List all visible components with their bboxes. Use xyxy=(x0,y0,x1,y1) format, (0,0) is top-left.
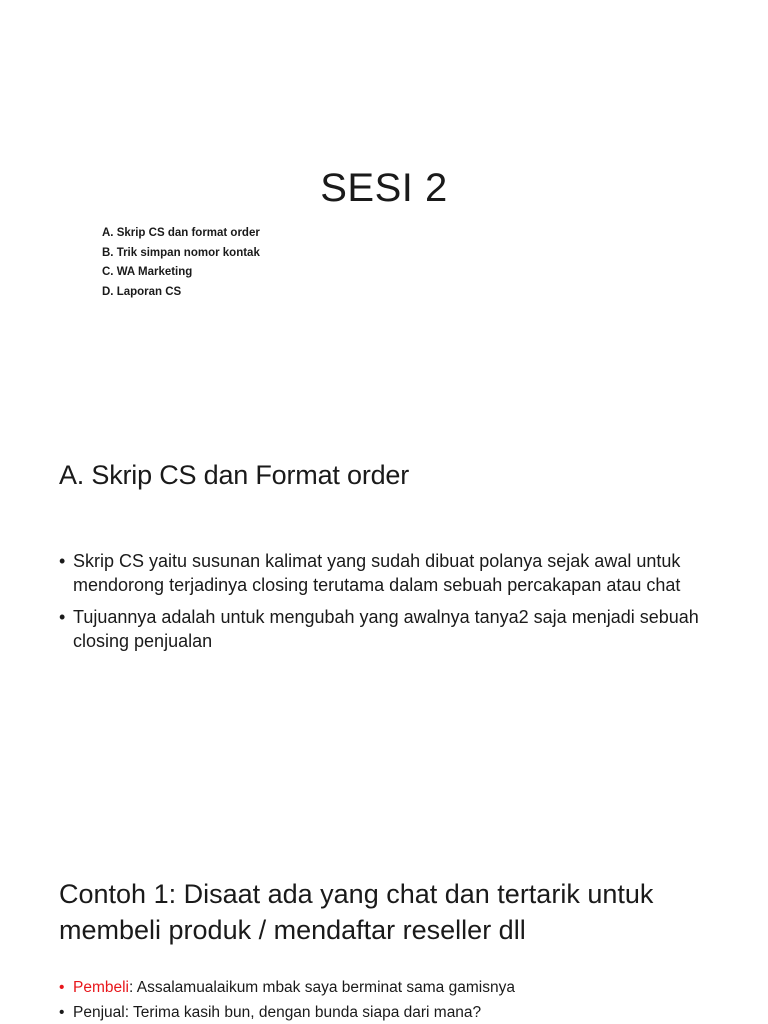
bullet-item xyxy=(59,605,739,653)
bullet-dot-icon: • xyxy=(59,1004,65,1021)
bullet-text: Tujuannya adalah untuk mengubah yang awalnya tanya2 saja menjadi sebuah closing penjualan xyxy=(73,607,699,651)
dialogue-text: : Terima kasih bun, dengan bunda siapa dari mana? xyxy=(124,1004,482,1021)
agenda-list xyxy=(102,224,260,303)
bullet-dot-icon: • xyxy=(59,551,66,571)
bullet-item xyxy=(59,549,739,597)
agenda-item: C. WA Marketing xyxy=(102,266,193,279)
slide-1 xyxy=(0,0,768,432)
slide-3 xyxy=(0,864,768,1024)
speaker-label: Penjual xyxy=(73,1004,125,1021)
bullet-text: Skrip CS yaitu susunan kalimat yang sudah dibuat polanya sejak awal untuk mendorong terjadinya closing terutama dalam sebuah percakapan atau chat xyxy=(73,551,681,595)
dialogue-list xyxy=(59,977,739,1024)
bullet-dot-icon: • xyxy=(59,979,65,996)
dialogue-line-buyer xyxy=(59,977,739,999)
speaker-label: Pembeli xyxy=(73,979,129,996)
agenda-item: B. Trik simpan nomor kontak xyxy=(102,246,260,259)
slide-2-bullet-list xyxy=(59,549,739,653)
agenda-item: A. Skrip CS dan format order xyxy=(102,227,260,239)
dialogue-text: : Assalamualaikum mbak saya berminat sama gamisnya xyxy=(129,979,515,996)
agenda-item: D. Laporan CS xyxy=(102,286,182,299)
slide-3-title: Contoh 1: Disaat ada yang chat dan tertarik untuk membeli produk / mendaftar reseller dll xyxy=(59,879,654,945)
slide-1-title: SESI 2 xyxy=(320,166,448,210)
slide-2-title: A. Skrip CS dan Format order xyxy=(59,460,410,490)
dialogue-line-seller xyxy=(59,1002,739,1024)
bullet-dot-icon: • xyxy=(59,607,66,627)
slide-2 xyxy=(0,432,768,864)
